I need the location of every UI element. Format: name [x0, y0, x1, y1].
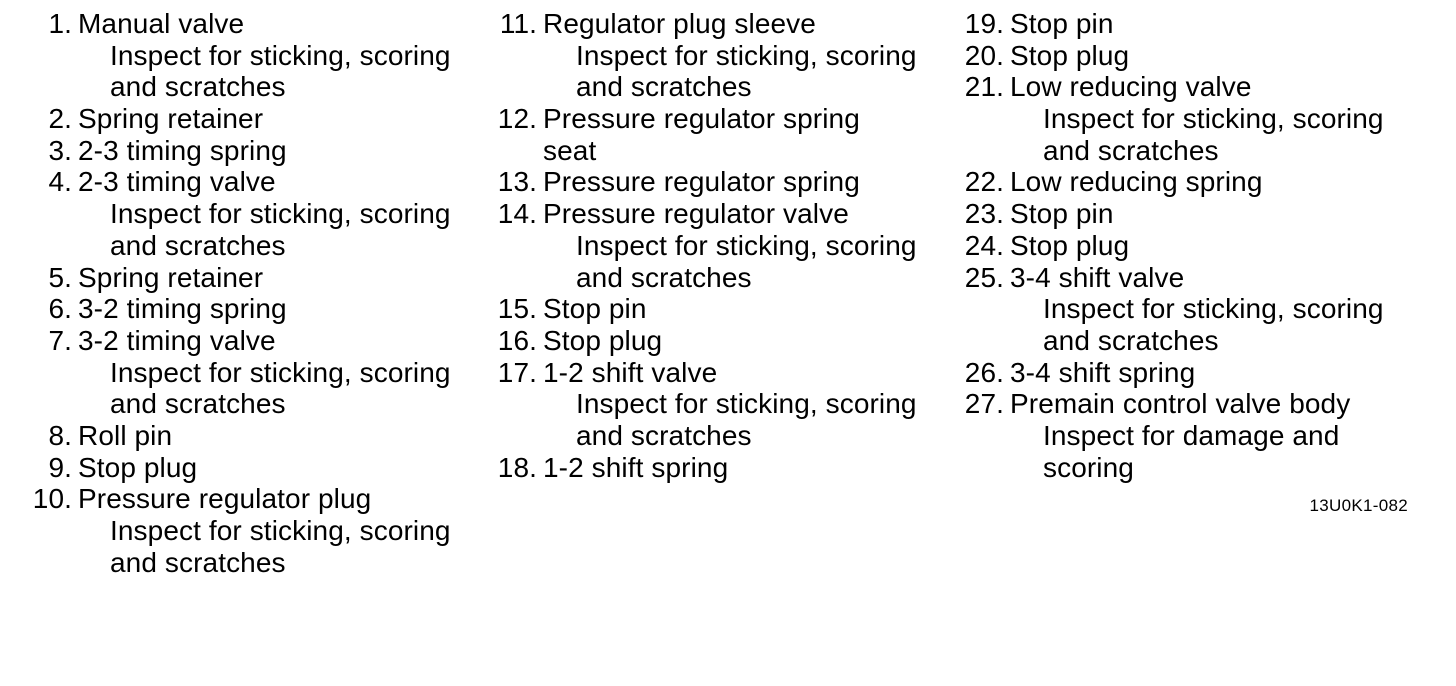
item-name: 2-3 timing spring	[78, 134, 287, 166]
item-name: 2-3 timing valve	[78, 166, 276, 198]
item-number: 23.	[964, 198, 1004, 230]
legend-item	[492, 325, 950, 357]
item-inspection-note: and scratches	[110, 229, 286, 261]
item-inspection-note: Inspect for sticking, scoring	[110, 515, 451, 547]
item-name: Spring retainer	[78, 103, 264, 135]
item-name: Stop pin	[543, 293, 647, 325]
item-name: Pressure regulator spring	[543, 166, 860, 198]
legend-item-title-line	[28, 8, 483, 40]
item-number: 10.	[32, 483, 72, 515]
item-name: Low reducing valve	[1010, 71, 1252, 103]
item-name: Manual valve	[78, 8, 245, 39]
item-inspection-note: and scratches	[576, 71, 752, 103]
item-number: 6.	[48, 293, 72, 325]
item-inspection-note: Inspect for sticking, scoring	[576, 388, 917, 420]
legend-item	[492, 103, 950, 166]
legend-item-title-line	[28, 166, 483, 198]
item-name: 3-2 timing valve	[78, 324, 276, 356]
legend-item-title-line	[492, 198, 950, 230]
legend-item	[492, 8, 950, 103]
legend-item	[28, 293, 483, 325]
legend-item	[28, 452, 483, 484]
legend-item-title-line	[958, 198, 1428, 230]
legend-item-title-continuation	[492, 135, 950, 167]
legend-item	[28, 262, 483, 294]
item-inspection-note: and scratches	[1043, 134, 1219, 166]
item-inspection-note: and scratches	[576, 420, 752, 452]
item-name: Roll pin	[78, 420, 173, 452]
item-name: Premain control valve body	[1010, 388, 1351, 420]
legend-item-title-line	[28, 293, 483, 325]
item-number: 12.	[497, 103, 537, 135]
item-inspection-note: and scratches	[110, 388, 286, 420]
item-number: 17.	[497, 356, 537, 388]
legend-column-1	[28, 8, 483, 579]
item-name: Stop plug	[543, 324, 663, 356]
item-name: Stop plug	[1010, 39, 1130, 71]
legend-item	[958, 8, 1428, 40]
item-number: 24.	[964, 229, 1004, 261]
item-number: 27.	[964, 388, 1004, 420]
item-name: Regulator plug sleeve	[543, 8, 816, 39]
item-name: 3-2 timing spring	[78, 293, 287, 325]
item-inspection-note: Inspect for sticking, scoring	[110, 356, 451, 388]
legend-item	[958, 40, 1428, 72]
item-inspection-note: Inspect for sticking, scoring	[110, 198, 451, 230]
legend-item	[28, 135, 483, 167]
item-number: 2.	[48, 103, 72, 135]
item-name: 1-2 shift spring	[543, 451, 729, 483]
legend-item	[958, 357, 1428, 389]
item-name: seat	[543, 134, 597, 166]
item-number: 7.	[48, 324, 72, 356]
item-number	[492, 135, 543, 167]
legend-item-title-line	[492, 103, 950, 135]
legend-item	[28, 166, 483, 261]
item-name: 3-4 shift spring	[1010, 356, 1196, 388]
item-number: 21.	[964, 71, 1004, 103]
item-inspection-note: Inspect for sticking, scoring	[110, 39, 451, 71]
legend-item	[492, 166, 950, 198]
item-inspection-note: and scratches	[110, 546, 286, 578]
legend-item-title-line	[28, 325, 483, 357]
item-inspection-note: Inspect for sticking, scoring	[1043, 103, 1384, 135]
item-name: Spring retainer	[78, 261, 264, 293]
item-inspection-note: scoring	[1043, 451, 1134, 483]
legend-item-title-line	[958, 357, 1428, 389]
item-name: Pressure regulator valve	[543, 198, 849, 230]
legend-item	[492, 198, 950, 293]
item-number: 18.	[497, 451, 537, 483]
item-number: 15.	[497, 293, 537, 325]
legend-item-title-line	[958, 8, 1428, 40]
item-number: 26.	[964, 356, 1004, 388]
item-inspection-note: and scratches	[576, 261, 752, 293]
legend-item-title-line	[28, 420, 483, 452]
legend-item	[492, 357, 950, 452]
item-number: 11.	[499, 8, 537, 39]
legend-item-title-line	[28, 452, 483, 484]
legend-item	[958, 262, 1428, 357]
legend-item-title-line	[492, 357, 950, 389]
legend-item	[28, 8, 483, 103]
legend-item	[958, 388, 1428, 483]
legend-item	[492, 293, 950, 325]
item-name: 1-2 shift valve	[543, 356, 718, 388]
legend-item-title-line	[958, 262, 1428, 294]
item-inspection-note: Inspect for sticking, scoring	[576, 39, 917, 71]
item-number: 5.	[48, 261, 72, 293]
item-name: Pressure regulator plug	[78, 483, 372, 515]
item-name: Stop pin	[1010, 198, 1114, 230]
item-inspection-note: and scratches	[1043, 324, 1219, 356]
legend-item	[958, 198, 1428, 230]
item-name: Low reducing spring	[1010, 166, 1263, 198]
legend-item	[958, 230, 1428, 262]
item-inspection-note: Inspect for sticking, scoring	[576, 229, 917, 261]
legend-item	[28, 103, 483, 135]
legend-item-title-line	[28, 135, 483, 167]
item-number: 3.	[48, 134, 72, 166]
item-number: 13.	[497, 166, 537, 198]
legend-item	[492, 452, 950, 484]
legend-item	[28, 325, 483, 420]
figure-id: 13U0K1-082	[1309, 496, 1408, 515]
item-number: 20.	[964, 39, 1004, 71]
legend-item-title-line	[958, 388, 1428, 420]
legend-item-title-line	[492, 293, 950, 325]
legend-item-title-line	[958, 166, 1428, 198]
legend-item-title-line	[28, 262, 483, 294]
legend-item	[958, 166, 1428, 198]
item-number: 16.	[497, 324, 537, 356]
legend-item	[28, 420, 483, 452]
legend-item-title-line	[958, 230, 1428, 262]
legend-item-title-line	[492, 8, 950, 40]
legend-column-3	[958, 8, 1428, 483]
legend-item-title-line	[492, 166, 950, 198]
legend-item	[28, 483, 483, 578]
item-inspection-note: Inspect for sticking, scoring	[1043, 293, 1384, 325]
item-name: 3-4 shift valve	[1010, 261, 1185, 293]
legend-item-title-line	[492, 452, 950, 484]
legend-item-title-line	[958, 71, 1428, 103]
legend-item-title-line	[958, 40, 1428, 72]
item-number: 1.	[48, 8, 72, 39]
item-name: Stop pin	[1010, 8, 1114, 39]
item-name: Pressure regulator spring	[543, 103, 860, 135]
legend-item	[958, 71, 1428, 166]
item-number: 25.	[964, 261, 1004, 293]
legend-item-title-line	[28, 483, 483, 515]
legend-column-2	[492, 8, 950, 483]
legend-item-title-line	[492, 325, 950, 357]
item-name: Stop plug	[1010, 229, 1130, 261]
item-inspection-note: Inspect for damage and	[1043, 420, 1340, 451]
item-number: 4.	[48, 166, 72, 198]
item-name: Stop plug	[78, 451, 198, 483]
item-number: 19.	[964, 8, 1004, 39]
item-number: 8.	[48, 420, 72, 452]
item-number: 14.	[497, 198, 537, 230]
legend-item-title-line	[28, 103, 483, 135]
item-number: 22.	[964, 166, 1004, 198]
item-number: 9.	[48, 451, 72, 483]
item-inspection-note: and scratches	[110, 71, 286, 103]
